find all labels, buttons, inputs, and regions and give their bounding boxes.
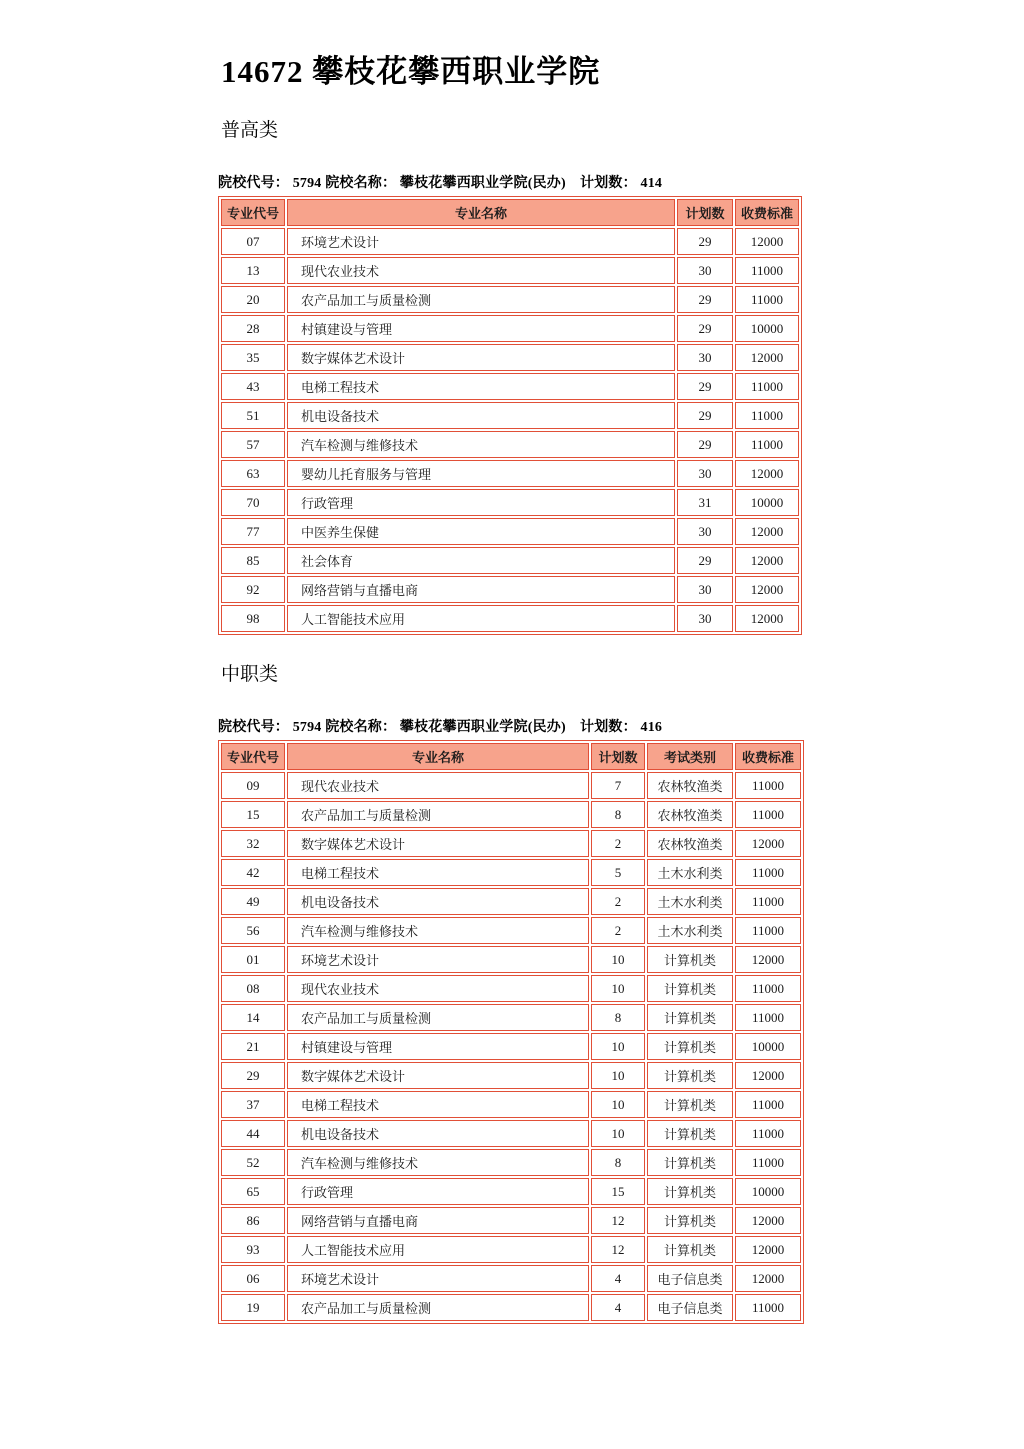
- major-name-cell: 婴幼儿托育服务与管理: [287, 460, 675, 487]
- major-name-cell: 电梯工程技术: [287, 1091, 589, 1118]
- exam-category-cell: 计算机类: [647, 946, 733, 973]
- plan-table-general: [218, 196, 802, 635]
- major-code-cell: 37: [221, 1091, 285, 1118]
- major-code-cell: 42: [221, 859, 285, 886]
- table-row: [221, 1236, 801, 1263]
- exam-category-cell: 农林牧渔类: [647, 801, 733, 828]
- table-row: [221, 917, 801, 944]
- table-row: [221, 1265, 801, 1292]
- major-name-cell: 中医养生保健: [287, 518, 675, 545]
- exam-category-cell: 土木水利类: [647, 859, 733, 886]
- major-code-cell: 92: [221, 576, 285, 603]
- plan-count-cell: 7: [591, 772, 645, 799]
- exam-category-cell: 计算机类: [647, 1236, 733, 1263]
- major-name-cell: 数字媒体艺术设计: [287, 830, 589, 857]
- section-vocational-category: [218, 659, 1024, 1324]
- table-row: [221, 1207, 801, 1234]
- plan-count-cell: 29: [677, 402, 733, 429]
- major-code-cell: 35: [221, 344, 285, 371]
- fee-standard-cell: 11000: [735, 1091, 801, 1118]
- plan-count-cell: 8: [591, 1149, 645, 1176]
- major-code-cell: 63: [221, 460, 285, 487]
- major-name-cell: 汽车检测与维修技术: [287, 917, 589, 944]
- table-row: [221, 315, 799, 342]
- column-header: 计划数: [591, 743, 645, 770]
- table-row: [221, 460, 799, 487]
- major-code-cell: 13: [221, 257, 285, 284]
- table-row: [221, 975, 801, 1002]
- major-code-cell: 77: [221, 518, 285, 545]
- table-header-row: [221, 743, 801, 770]
- plan-count-cell: 10: [591, 1120, 645, 1147]
- plan-count-cell: 8: [591, 801, 645, 828]
- plan-count-cell: 30: [677, 576, 733, 603]
- fee-standard-cell: 11000: [735, 373, 799, 400]
- section-heading-vocational: 中职类: [221, 664, 279, 685]
- fee-standard-cell: 11000: [735, 888, 801, 915]
- exam-category-cell: 农林牧渔类: [647, 772, 733, 799]
- major-code-cell: 21: [221, 1033, 285, 1060]
- major-code-cell: 01: [221, 946, 285, 973]
- column-header: 收费标准: [735, 199, 799, 226]
- plan-count-cell: 2: [591, 888, 645, 915]
- fee-standard-cell: 11000: [735, 772, 801, 799]
- plan-count-cell: 29: [677, 286, 733, 313]
- plan-count-cell: 4: [591, 1265, 645, 1292]
- fee-standard-cell: 12000: [735, 518, 799, 545]
- major-name-cell: 网络营销与直播电商: [287, 1207, 589, 1234]
- table-row: [221, 605, 799, 632]
- major-code-cell: 85: [221, 547, 285, 574]
- page-title: 14672 攀枝花攀西职业学院: [221, 54, 601, 89]
- major-code-cell: 07: [221, 228, 285, 255]
- major-code-cell: 20: [221, 286, 285, 313]
- plan-count-cell: 10: [591, 1091, 645, 1118]
- major-name-cell: 机电设备技术: [287, 1120, 589, 1147]
- plan-count-cell: 30: [677, 257, 733, 284]
- major-name-cell: 行政管理: [287, 489, 675, 516]
- fee-standard-cell: 10000: [735, 1178, 801, 1205]
- college-meta-line-vocational: 院校代号： 5794 院校名称： 攀枝花攀西职业学院(民办) 计划数： 416: [218, 720, 663, 735]
- major-code-cell: 15: [221, 801, 285, 828]
- major-code-cell: 56: [221, 917, 285, 944]
- table-row: [221, 228, 799, 255]
- table-row: [221, 830, 801, 857]
- plan-count-cell: 12: [591, 1207, 645, 1234]
- plan-count-cell: 2: [591, 917, 645, 944]
- table-row: [221, 801, 801, 828]
- major-name-cell: 人工智能技术应用: [287, 1236, 589, 1263]
- fee-standard-cell: 10000: [735, 1033, 801, 1060]
- major-name-cell: 环境艺术设计: [287, 946, 589, 973]
- major-name-cell: 社会体育: [287, 547, 675, 574]
- plan-count-cell: 8: [591, 1004, 645, 1031]
- plan-count-cell: 29: [677, 315, 733, 342]
- college-meta-line-general: 院校代号： 5794 院校名称： 攀枝花攀西职业学院(民办) 计划数： 414: [218, 176, 663, 191]
- exam-category-cell: 计算机类: [647, 1033, 733, 1060]
- table-row: [221, 547, 799, 574]
- plan-count-cell: 29: [677, 431, 733, 458]
- major-code-cell: 44: [221, 1120, 285, 1147]
- fee-standard-cell: 12000: [735, 605, 799, 632]
- fee-standard-cell: 11000: [735, 1149, 801, 1176]
- fee-standard-cell: 11000: [735, 1120, 801, 1147]
- plan-count-cell: 30: [677, 344, 733, 371]
- column-header: 专业代号: [221, 199, 285, 226]
- table-row: [221, 489, 799, 516]
- table-row: [221, 518, 799, 545]
- fee-standard-cell: 12000: [735, 460, 799, 487]
- plan-count-cell: 30: [677, 518, 733, 545]
- table-row: [221, 257, 799, 284]
- plan-table-vocational: [218, 740, 804, 1324]
- plan-count-cell: 31: [677, 489, 733, 516]
- section-general-category: [218, 115, 1024, 635]
- fee-standard-cell: 11000: [735, 1294, 801, 1321]
- exam-category-cell: 计算机类: [647, 975, 733, 1002]
- exam-category-cell: 计算机类: [647, 1062, 733, 1089]
- exam-category-cell: 计算机类: [647, 1178, 733, 1205]
- major-name-cell: 机电设备技术: [287, 888, 589, 915]
- fee-standard-cell: 12000: [735, 946, 801, 973]
- major-name-cell: 网络营销与直播电商: [287, 576, 675, 603]
- plan-count-cell: 30: [677, 605, 733, 632]
- major-code-cell: 09: [221, 772, 285, 799]
- fee-standard-cell: 12000: [735, 1236, 801, 1263]
- major-name-cell: 环境艺术设计: [287, 1265, 589, 1292]
- fee-standard-cell: 12000: [735, 1062, 801, 1089]
- major-code-cell: 51: [221, 402, 285, 429]
- major-code-cell: 86: [221, 1207, 285, 1234]
- major-name-cell: 电梯工程技术: [287, 373, 675, 400]
- major-code-cell: 08: [221, 975, 285, 1002]
- column-header: 专业名称: [287, 743, 589, 770]
- exam-category-cell: 土木水利类: [647, 917, 733, 944]
- major-code-cell: 06: [221, 1265, 285, 1292]
- column-header: 计划数: [677, 199, 733, 226]
- plan-count-cell: 10: [591, 1062, 645, 1089]
- fee-standard-cell: 11000: [735, 402, 799, 429]
- column-header: 考试类别: [647, 743, 733, 770]
- major-name-cell: 现代农业技术: [287, 257, 675, 284]
- major-code-cell: 29: [221, 1062, 285, 1089]
- table-row: [221, 888, 801, 915]
- plan-count-cell: 5: [591, 859, 645, 886]
- major-code-cell: 43: [221, 373, 285, 400]
- exam-category-cell: 计算机类: [647, 1149, 733, 1176]
- fee-standard-cell: 10000: [735, 489, 799, 516]
- major-name-cell: 电梯工程技术: [287, 859, 589, 886]
- fee-standard-cell: 12000: [735, 228, 799, 255]
- plan-count-cell: 10: [591, 975, 645, 1002]
- plan-count-cell: 29: [677, 373, 733, 400]
- fee-standard-cell: 12000: [735, 576, 799, 603]
- exam-category-cell: 计算机类: [647, 1120, 733, 1147]
- plan-count-cell: 29: [677, 228, 733, 255]
- major-code-cell: 98: [221, 605, 285, 632]
- major-code-cell: 32: [221, 830, 285, 857]
- fee-standard-cell: 11000: [735, 859, 801, 886]
- fee-standard-cell: 11000: [735, 1004, 801, 1031]
- table-row: [221, 1004, 801, 1031]
- major-name-cell: 机电设备技术: [287, 402, 675, 429]
- table-row: [221, 1120, 801, 1147]
- fee-standard-cell: 11000: [735, 917, 801, 944]
- major-code-cell: 70: [221, 489, 285, 516]
- table-row: [221, 576, 799, 603]
- exam-category-cell: 土木水利类: [647, 888, 733, 915]
- exam-category-cell: 计算机类: [647, 1091, 733, 1118]
- major-code-cell: 49: [221, 888, 285, 915]
- major-code-cell: 57: [221, 431, 285, 458]
- plan-count-cell: 10: [591, 946, 645, 973]
- table-row: [221, 1294, 801, 1321]
- major-name-cell: 人工智能技术应用: [287, 605, 675, 632]
- major-name-cell: 汽车检测与维修技术: [287, 1149, 589, 1176]
- plan-count-cell: 30: [677, 460, 733, 487]
- exam-category-cell: 计算机类: [647, 1004, 733, 1031]
- table-row: [221, 1149, 801, 1176]
- table-row: [221, 344, 799, 371]
- table-row: [221, 1178, 801, 1205]
- plan-count-cell: 4: [591, 1294, 645, 1321]
- fee-standard-cell: 12000: [735, 344, 799, 371]
- fee-standard-cell: 12000: [735, 830, 801, 857]
- fee-standard-cell: 12000: [735, 547, 799, 574]
- table-row: [221, 286, 799, 313]
- fee-standard-cell: 12000: [735, 1207, 801, 1234]
- exam-category-cell: 电子信息类: [647, 1265, 733, 1292]
- exam-category-cell: 农林牧渔类: [647, 830, 733, 857]
- table-row: [221, 772, 801, 799]
- table-row: [221, 402, 799, 429]
- fee-standard-cell: 12000: [735, 1265, 801, 1292]
- exam-category-cell: 电子信息类: [647, 1294, 733, 1321]
- section-heading-general: 普高类: [221, 120, 279, 141]
- table-row: [221, 1091, 801, 1118]
- major-name-cell: 村镇建设与管理: [287, 315, 675, 342]
- column-header: 专业名称: [287, 199, 675, 226]
- major-code-cell: 19: [221, 1294, 285, 1321]
- fee-standard-cell: 10000: [735, 315, 799, 342]
- plan-count-cell: 15: [591, 1178, 645, 1205]
- table-row: [221, 373, 799, 400]
- major-name-cell: 现代农业技术: [287, 772, 589, 799]
- major-code-cell: 14: [221, 1004, 285, 1031]
- major-code-cell: 93: [221, 1236, 285, 1263]
- fee-standard-cell: 11000: [735, 257, 799, 284]
- table-header-row: [221, 199, 799, 226]
- table-row: [221, 859, 801, 886]
- plan-count-cell: 10: [591, 1033, 645, 1060]
- major-name-cell: 农产品加工与质量检测: [287, 286, 675, 313]
- column-header: 收费标准: [735, 743, 801, 770]
- fee-standard-cell: 11000: [735, 801, 801, 828]
- major-name-cell: 现代农业技术: [287, 975, 589, 1002]
- plan-count-cell: 12: [591, 1236, 645, 1263]
- major-name-cell: 数字媒体艺术设计: [287, 1062, 589, 1089]
- column-header: 专业代号: [221, 743, 285, 770]
- major-code-cell: 52: [221, 1149, 285, 1176]
- plan-count-cell: 29: [677, 547, 733, 574]
- table-row: [221, 431, 799, 458]
- exam-category-cell: 计算机类: [647, 1207, 733, 1234]
- major-name-cell: 行政管理: [287, 1178, 589, 1205]
- major-code-cell: 28: [221, 315, 285, 342]
- major-name-cell: 村镇建设与管理: [287, 1033, 589, 1060]
- table-row: [221, 1033, 801, 1060]
- fee-standard-cell: 11000: [735, 431, 799, 458]
- major-name-cell: 农产品加工与质量检测: [287, 801, 589, 828]
- plan-count-cell: 2: [591, 830, 645, 857]
- major-name-cell: 数字媒体艺术设计: [287, 344, 675, 371]
- major-name-cell: 环境艺术设计: [287, 228, 675, 255]
- fee-standard-cell: 11000: [735, 286, 799, 313]
- major-name-cell: 汽车检测与维修技术: [287, 431, 675, 458]
- table-row: [221, 1062, 801, 1089]
- major-name-cell: 农产品加工与质量检测: [287, 1004, 589, 1031]
- fee-standard-cell: 11000: [735, 975, 801, 1002]
- major-name-cell: 农产品加工与质量检测: [287, 1294, 589, 1321]
- table-row: [221, 946, 801, 973]
- major-code-cell: 65: [221, 1178, 285, 1205]
